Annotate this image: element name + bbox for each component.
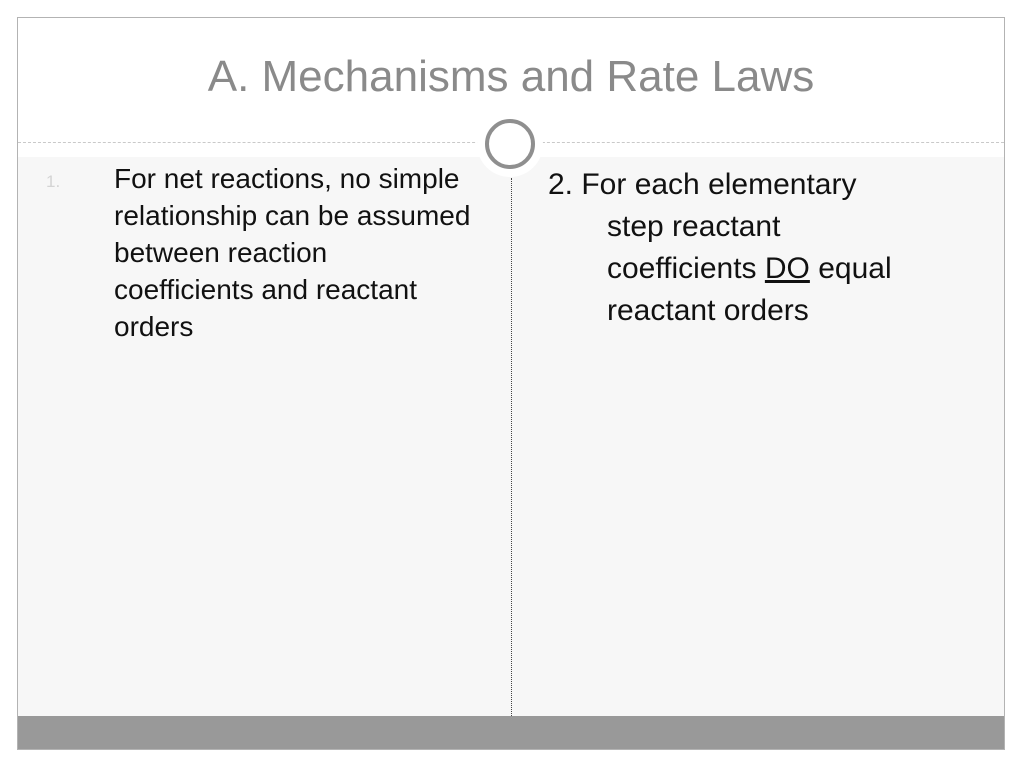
emphasis-do: DO	[764, 252, 810, 285]
right-line-1: 2. For each elementary	[548, 168, 857, 201]
footer-band	[18, 716, 1004, 750]
list-number: 1.	[46, 172, 61, 191]
right-line-3	[548, 248, 988, 290]
right-column	[548, 164, 988, 332]
column-divider	[511, 178, 512, 716]
circle-ornament-icon	[477, 111, 543, 177]
left-column-text: For net reactions, no simple relationship can be assumed between reaction coefficients and reactant orders	[114, 163, 471, 342]
right-line-3-end: equal	[809, 252, 892, 285]
right-line-4: reactant orders	[607, 294, 809, 327]
slide-title: A. Mechanisms and Rate Laws	[207, 52, 815, 101]
right-line-3-start: coefficients	[607, 252, 765, 285]
ring-icon	[485, 119, 535, 169]
right-line-2: step reactant	[607, 210, 781, 243]
slide	[17, 17, 1005, 750]
